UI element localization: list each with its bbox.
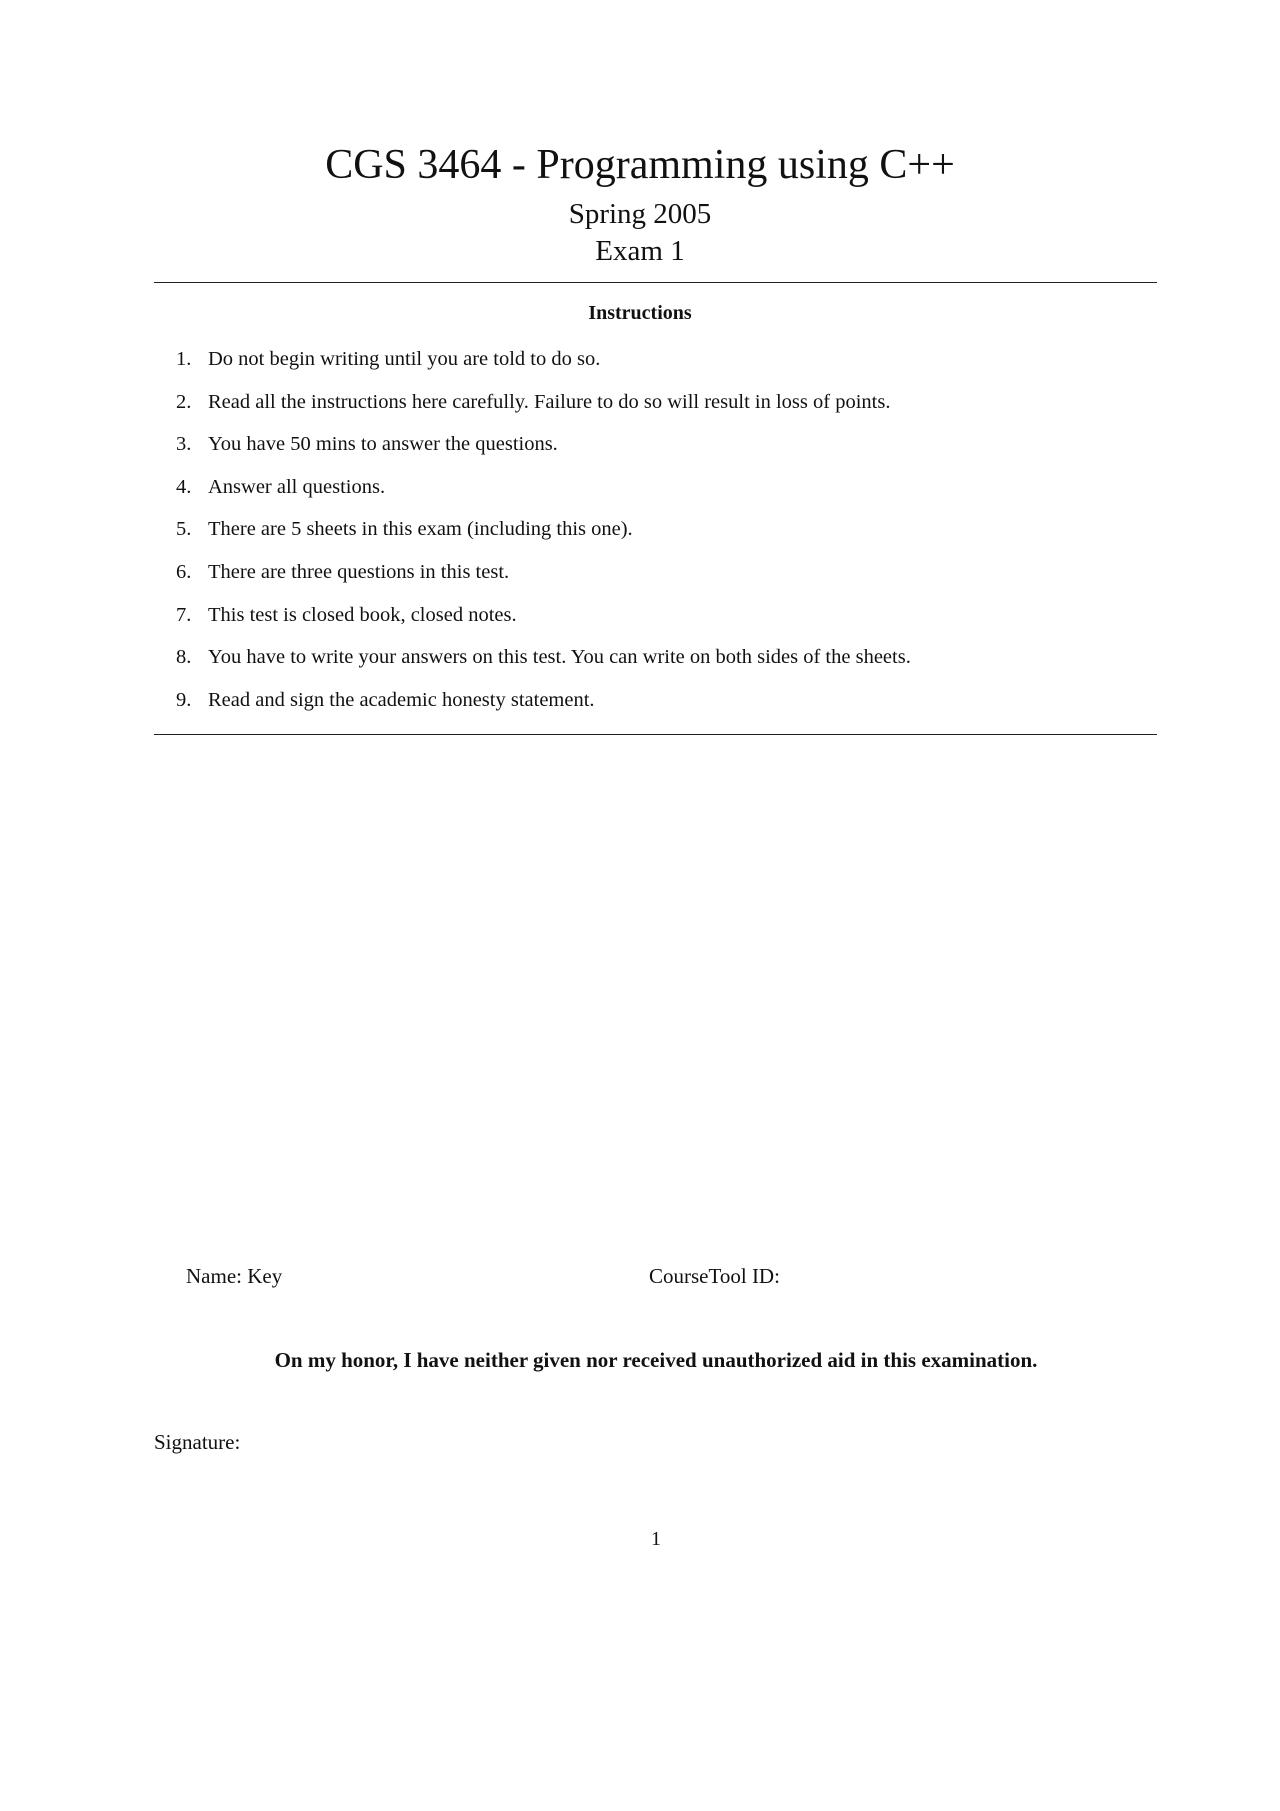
exam-title: CGS 3464 - Programming using C++ bbox=[325, 142, 955, 188]
instruction-number: 1. bbox=[176, 348, 192, 370]
instructions-heading: Instructions bbox=[588, 302, 692, 324]
instruction-text: Do not begin writing until you are told to do so. bbox=[208, 348, 601, 370]
instruction-text: You have 50 mins to answer the questions. bbox=[208, 433, 558, 456]
instruction-number: 4. bbox=[176, 475, 192, 498]
instruction-number: 9. bbox=[176, 688, 192, 711]
instruction-text: Read all the instructions here carefully. Failure to do so will result in loss of points. bbox=[208, 390, 891, 413]
exam-number: Exam 1 bbox=[595, 235, 685, 267]
honor-statement: On my honor, I have neither given nor received unauthorized aid in this examination. bbox=[274, 1348, 1038, 1372]
bottom-divider bbox=[154, 734, 1157, 735]
instruction-number: 2. bbox=[176, 390, 192, 413]
instruction-text: Read and sign the academic honesty statement. bbox=[208, 688, 595, 711]
instruction-item bbox=[176, 429, 1136, 472]
signature-label: Signature: bbox=[154, 1430, 241, 1454]
exam-term: Spring 2005 bbox=[568, 198, 712, 230]
instruction-item bbox=[176, 344, 1136, 387]
instruction-number: 5. bbox=[176, 518, 192, 541]
instruction-text: There are three questions in this test. bbox=[208, 560, 510, 583]
instruction-item bbox=[176, 557, 1136, 600]
instruction-number: 8. bbox=[176, 646, 192, 669]
instruction-number: 7. bbox=[176, 603, 192, 626]
instruction-text: There are 5 sheets in this exam (including this one). bbox=[208, 518, 633, 541]
instruction-text: This test is closed book, closed notes. bbox=[208, 603, 517, 626]
instruction-item bbox=[176, 387, 1136, 430]
instruction-text: Answer all questions. bbox=[208, 475, 386, 498]
student-name-line: Name: Key bbox=[186, 1264, 283, 1288]
coursetool-id-line: CourseTool ID: bbox=[649, 1264, 780, 1288]
instructions-list bbox=[176, 344, 1136, 727]
instruction-item bbox=[176, 685, 1136, 728]
instruction-number: 6. bbox=[176, 560, 192, 583]
instruction-item bbox=[176, 600, 1136, 643]
instruction-item bbox=[176, 642, 1136, 685]
instruction-text: You have to write your answers on this test. You can write on both sides of the sheets. bbox=[208, 646, 911, 669]
instruction-item bbox=[176, 514, 1136, 557]
top-divider bbox=[154, 282, 1157, 283]
instruction-number: 3. bbox=[176, 433, 192, 456]
page-number: 1 bbox=[651, 1528, 661, 1550]
instruction-item bbox=[176, 472, 1136, 515]
